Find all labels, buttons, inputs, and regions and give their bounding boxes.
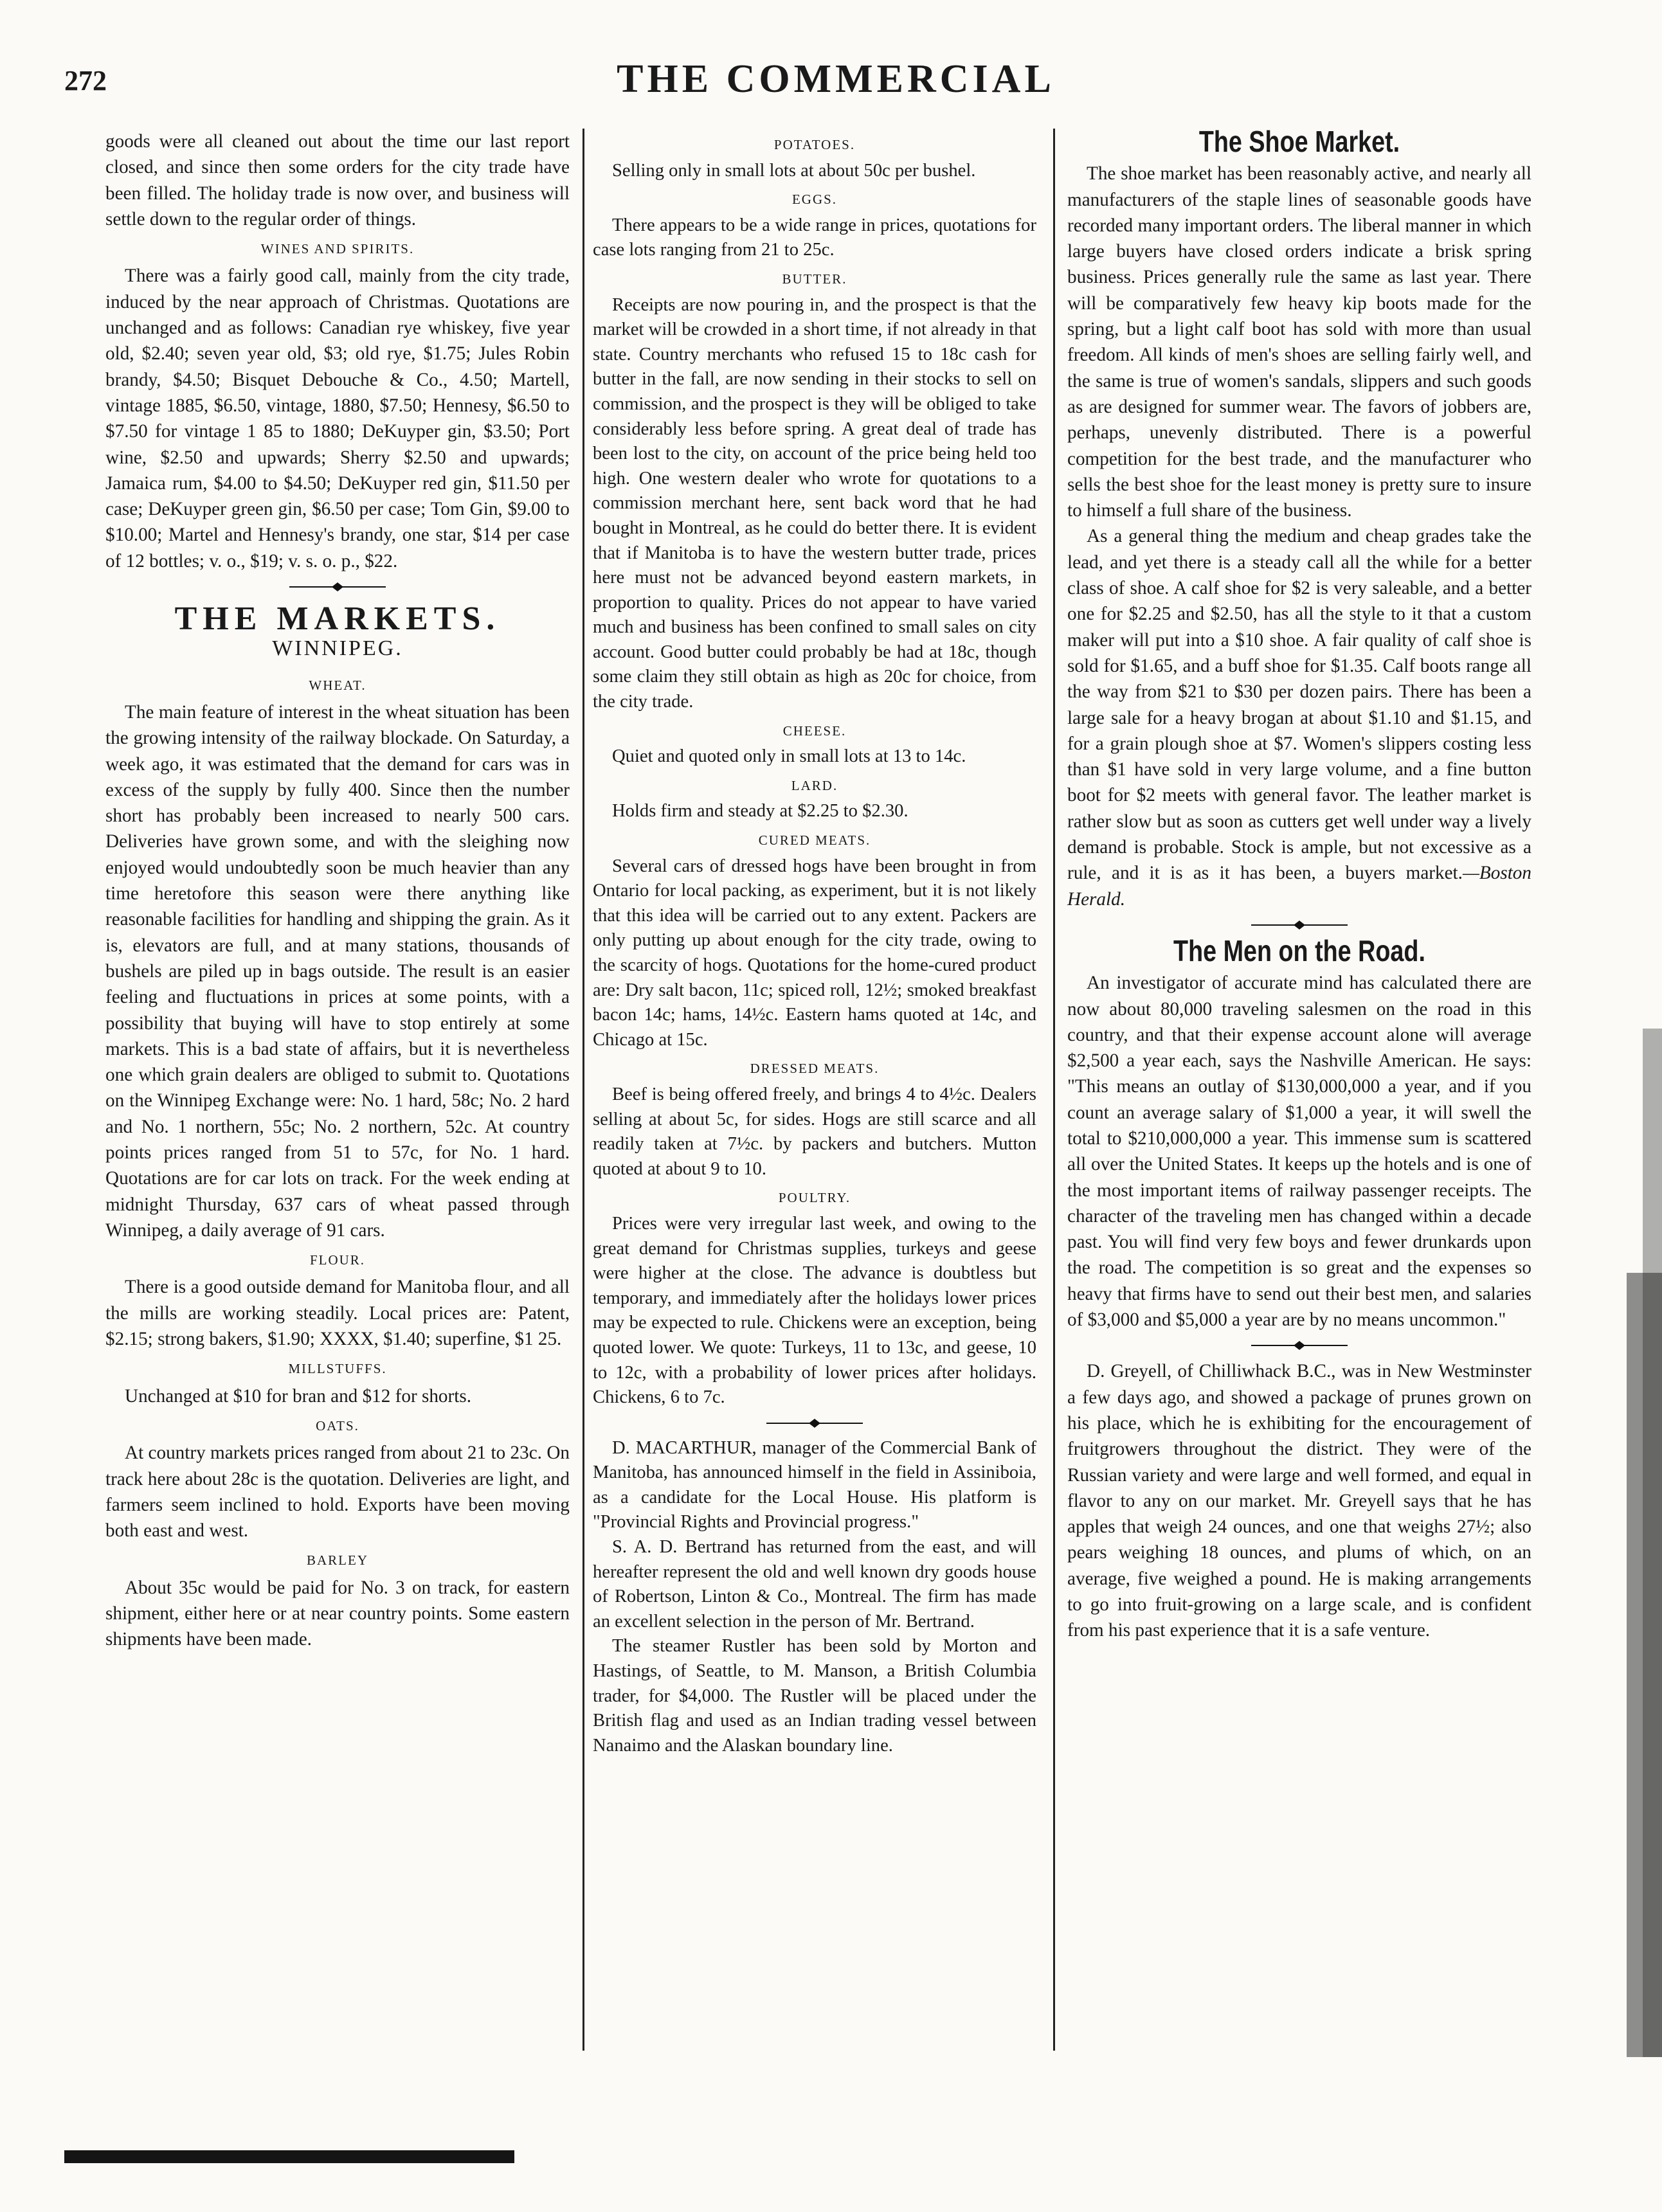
paragraph: Beef is being offered freely, and brings 4 to 4½c. Dealers selling at about 5c, for sides. Hogs are still scarce and all readily taken at 7½c. by packers and butchers. Mutton quoted at about 9 to 10.	[593, 1084, 1036, 1179]
subheading-cured-meats: CURED MEATS.	[758, 832, 871, 849]
paragraph: Several cars of dressed hogs have been brought in from Ontario for local packing, as experiment, but it is not likely that this idea will be carried out to any extent. Packers are only putting up about enough for the city trade, owing to the scarcity of hogs. Quotations for the home-cured product are: Dry salt bacon, 11c; spiced roll, 12½; smoked breakfast bacon 14c; hams, 14½c. Eastern hams quoted at 14c, and Chicago at 15c.	[593, 856, 1036, 1050]
paragraph: D. MACARTHUR, manager of the Commercial Bank of Manitoba, has announced himself in the field in Assiniboia, as a candidate for the Local House. His platform is "Provincial Rights and Provincial progress."	[593, 1437, 1036, 1533]
paragraph: S. A. D. Bertrand has returned from the east, and will hereafter represent the old and well known dry goods house of Robertson, Linton & Co., Montreal. The firm has made an excellent selection in the person of Mr. Bertrand.	[593, 1537, 1036, 1632]
shoe-market-title: The Shoe Market.	[1198, 125, 1400, 158]
subheading-wheat: WHEAT.	[309, 677, 366, 693]
subheading-barley: BARLEY	[307, 1552, 368, 1569]
ornament-divider	[289, 582, 386, 592]
paragraph: Prices were very irregular last week, and owing to the great demand for Christmas supplies, turkeys and geese were higher at the close. The advance is doubtless but temporary, and immediately after the holidays lower prices may be expected to rule. Chickens were an exception, being quoted lower. We quote: Turkeys, 11 to 13c, and geese, 10 to 12c, with a probability of lower prices after holidays. Chickens, 6 to 7c.	[593, 1213, 1036, 1408]
scan-bottom-bar	[64, 2150, 514, 2163]
ornament-divider	[1251, 920, 1348, 930]
paragraph: The steamer Rustler has been sold by Morton and Hastings, of Seattle, to M. Manson, a British Columbia trader, for $4,000. The Rustler will be placed under the British flag and used as an Indian trading vessel between Nanaimo and the Alaskan boundary line.	[593, 1636, 1036, 1756]
paragraph: The shoe market has been reasonably active, and nearly all manufacturers of the staple lines of seasonable goods have recorded many important orders. The liberal manner in which large buyers have closed orders indicate a brisk spring business. Prices generally rule the same as last year. There will be comparatively few heavy kip boots made for the spring, but a light calf boot has sold with more than usual freedom. All kinds of men's shoes are selling fairly well, and the same is true of women's sandals, slippers and such goods as are designed for summer wear. The favors of jobbers are, perhaps, unevenly distributed. There is a powerful competition for the best trade, and the manufacturer who sells the best shoe for the least money is pretty sure to insure to himself a full share of the business.	[1067, 163, 1531, 521]
column-2	[593, 129, 1036, 1758]
paragraph: An investigator of accurate mind has calculated there are now about 80,000 traveling salesmen on the road in this country, and that their expense account alone will average $2,500 a year each, says the Nashville American. He says: "This means an outlay of $130,000,000 a year, and if you count an average salary of $1,000 a year, it will swell the total to $210,000,000 a year. This immense sum is scattered all over the United States. It keeps up the hotels and is one of the most important items of railway passenger receipts. The character of the traveling men has changed within a decade past. You will find very few boys and fewer drunkards upon the road. The competition is so great and the expenses so heavy that firms have to send out their best men, and salaries of $3,000 and $5,000 a year are by no means uncommon."	[1067, 973, 1531, 1331]
paragraph: Unchanged at $10 for bran and $12 for shorts.	[125, 1385, 472, 1407]
subheading-eggs: EGGS.	[791, 192, 838, 208]
paragraph: At country markets prices ranged from about 21 to 23c. On track here about 28c is the quotation. Deliveries are light, and farmers seem inclined to hold. Exports have been moving both east and west.	[105, 1443, 570, 1542]
column-3	[1067, 125, 1531, 1644]
source-credit: —Boston Herald.	[1067, 863, 1531, 910]
subheading-poultry: POULTRY.	[778, 1190, 851, 1206]
subheading-cheese: CHEESE.	[782, 723, 847, 739]
paragraph: There appears to be a wide range in prices, quotations for case lots ranging from 21 to 25c.	[593, 215, 1036, 260]
subheading-butter: BUTTER.	[782, 271, 847, 287]
masthead: THE COMMERCIAL	[617, 57, 1055, 101]
paragraph: Selling only in small lots at about 50c per bushel.	[612, 160, 976, 181]
subheading-oats: OATS.	[316, 1417, 359, 1434]
subheading-millstuffs: MILLSTUFFS.	[288, 1361, 387, 1377]
paragraph: Quiet and quoted only in small lots at 13 to 14c.	[612, 746, 966, 767]
page-number: 272	[64, 65, 107, 96]
paragraph: The main feature of interest in the wheat situation has been the growing intensity of the railway blockade. On Saturday, a week ago, it was estimated that the demand for cars was in excess of the supply by fully 400. Since then the number short has probably been increased to nearly 500 cars. Deliveries have grown some, and with the sleighing now enjoyed would undoubtedly soon be much heavier than any time heretofore this season were there anything like reasonable facilities for handling and shipping the grain. As it is, elevators are full, and at many stations, thousands of bushels are piled up in bags outside. The result is an easier feeling and fluctuations in prices at some points, with a possibility that buying will have to stop entirely at some markets. This is a bad state of affairs, but it is nevertheless one which grain dealers are obliged to submit to. Quotations on the Winnipeg Exchange were: No. 1 hard, 58c; No. 2 hard and No. 1 northern, 55c; No. 2 northern, 52c. At country points prices ranged from 51 to 57c, for No. 1 hard. Quotations are for car lots on track. For the week ending at midnight Thursday, 637 cars of wheat passed through Winnipeg, a daily average of 91 cars.	[105, 701, 570, 1241]
paragraph: Receipts are now pouring in, and the prospect is that the market will be crowded in a short time, if not already in that state. Country merchants who refused 15 to 18c cash for butter in the fall, are now sending in their stocks to sell on commission, and the prospect is they will be obliged to take considerably less before spring. A great deal of trade has been lost to the city, on account of the price being held too high. One western dealer who wrote for quotations to a commission merchant here, sent back word that he had bought in Montreal, as he could do better there. It is evident that if Manitoba is to have the western butter trade, prices here must not be advanced beyond eastern markets, in proportion to quality. Prices do not appear to have varied much and business has been confined to small sales on city account. Good butter could probably be had at 18c, though some claim they still obtain as high as 20c for choice, from the city trade.	[593, 294, 1036, 712]
subheading-wines: WINES AND SPIRITS.	[260, 241, 415, 257]
paragraph: About 35c would be paid for No. 3 on track, for eastern shipment, either here or at near country points. Some eastern shipments have been made.	[105, 1577, 570, 1650]
paragraph: goods were all cleaned out about the time our last report closed, and since then some orders for the city trade have been filled. The holiday trade is now over, and business will settle down to the regular order of things.	[105, 131, 570, 229]
paragraph: D. Greyell, of Chilliwhack B.C., was in New Westminster a few days ago, and showed a package of prunes grown on his place, which he is exhibiting for the encouragement of fruitgrowers throughout the district. They were of the Russian variety and were large and well formed, and equal in flavor to any on our market. Mr. Greyell says that he has apples that weigh 24 ounces, and one that weighs 27½; also pears weighing 18 ounces, and plums of which, on an average, five weighed a pound. He is making arrangements to go into fruit-growing on a large scale, and is confident from his past experience that it is a safe venture.	[1067, 1361, 1531, 1641]
subheading-dressed-meats: DRESSED MEATS.	[750, 1061, 880, 1077]
ornament-divider	[1251, 1340, 1348, 1351]
paragraph: There is a good outside demand for Manitoba flour, and all the mills are working steadily. Local prices are: Patent, $2.15; strong bakers, $1.90; XXXX, $1.40; superfine, $1 25.	[105, 1277, 570, 1350]
subheading-lard: LARD.	[791, 777, 838, 793]
ornament-divider	[766, 1418, 863, 1428]
subheading-flour: FLOUR.	[309, 1252, 366, 1268]
paragraph: Holds firm and steady at $2.25 to $2.30.	[612, 801, 908, 822]
column-1	[105, 129, 570, 1653]
paragraph-text: As a general thing the medium and cheap grades take the lead, and yet there is a steady call all the while for a better class of shoe. A calf shoe for $2 is very saleable, and a better one for $2.25 and $2.50, has all the style to it that a custom maker will put into a $10 shoe. A fair quality of calf shoe is sold for $1.65, and a buff shoe for $1.35. Calf boots range all the way from $21 to $30 per dozen pairs. There has been a large sale for a heavy brogan at about $1.10 and $1.15, and for a grain plough shoe at $7. Women's slippers costing less than $1 have sold in very large volume, and a fine button boot for $2 meets with general favor. The leather market is rather slow but as soon as cutters get well under way a lively demand is probable. Stock is ample, but not excessive as a rule, and it is as it has been, a buyers market.	[1067, 526, 1531, 884]
men-on-road-title: The Men on the Road.	[1173, 933, 1425, 967]
markets-title: THE MARKETS.	[174, 600, 501, 638]
scan-edge-artifact	[1588, 1029, 1662, 2057]
winnipeg-heading: WINNIPEG.	[272, 636, 403, 661]
page-header	[64, 57, 1607, 114]
column-rule-left	[583, 129, 584, 2051]
paragraph	[1067, 523, 1531, 912]
paragraph: There was a fairly good call, mainly from the city trade, induced by the near approach of Christmas. Quotations are unchanged and as follows: Canadian rye whiskey, five year old, $2.40; seven year old, $3; old rye, $1.75; Jules Robin brandy, $4.50; Bisquet Debouche & Co., 4.50; Martell, vintage 1885, $6.50, vintage, 1880, $7.50; Hennesy, $6.50 to $7.50 for vintage 1 85 to 1880; DeKuyper gin, $3.50; Port wine, $2.50 and upwards; Sherry $2.50 and upwards; Jamaica rum, $4.00 to $4.50; DeKuyper red gin, $11.50 per case; DeKuyper green gin, $6.50 per case; Tom Gin, $9.00 to $10.00; Martel and Hennesy's brandy, one star, $14 per case of 12 bottles; v. o., $19; v. s. o. p., $22.	[105, 265, 570, 571]
subheading-potatoes: POTATOES.	[773, 137, 856, 152]
column-rule-right	[1053, 129, 1055, 2051]
